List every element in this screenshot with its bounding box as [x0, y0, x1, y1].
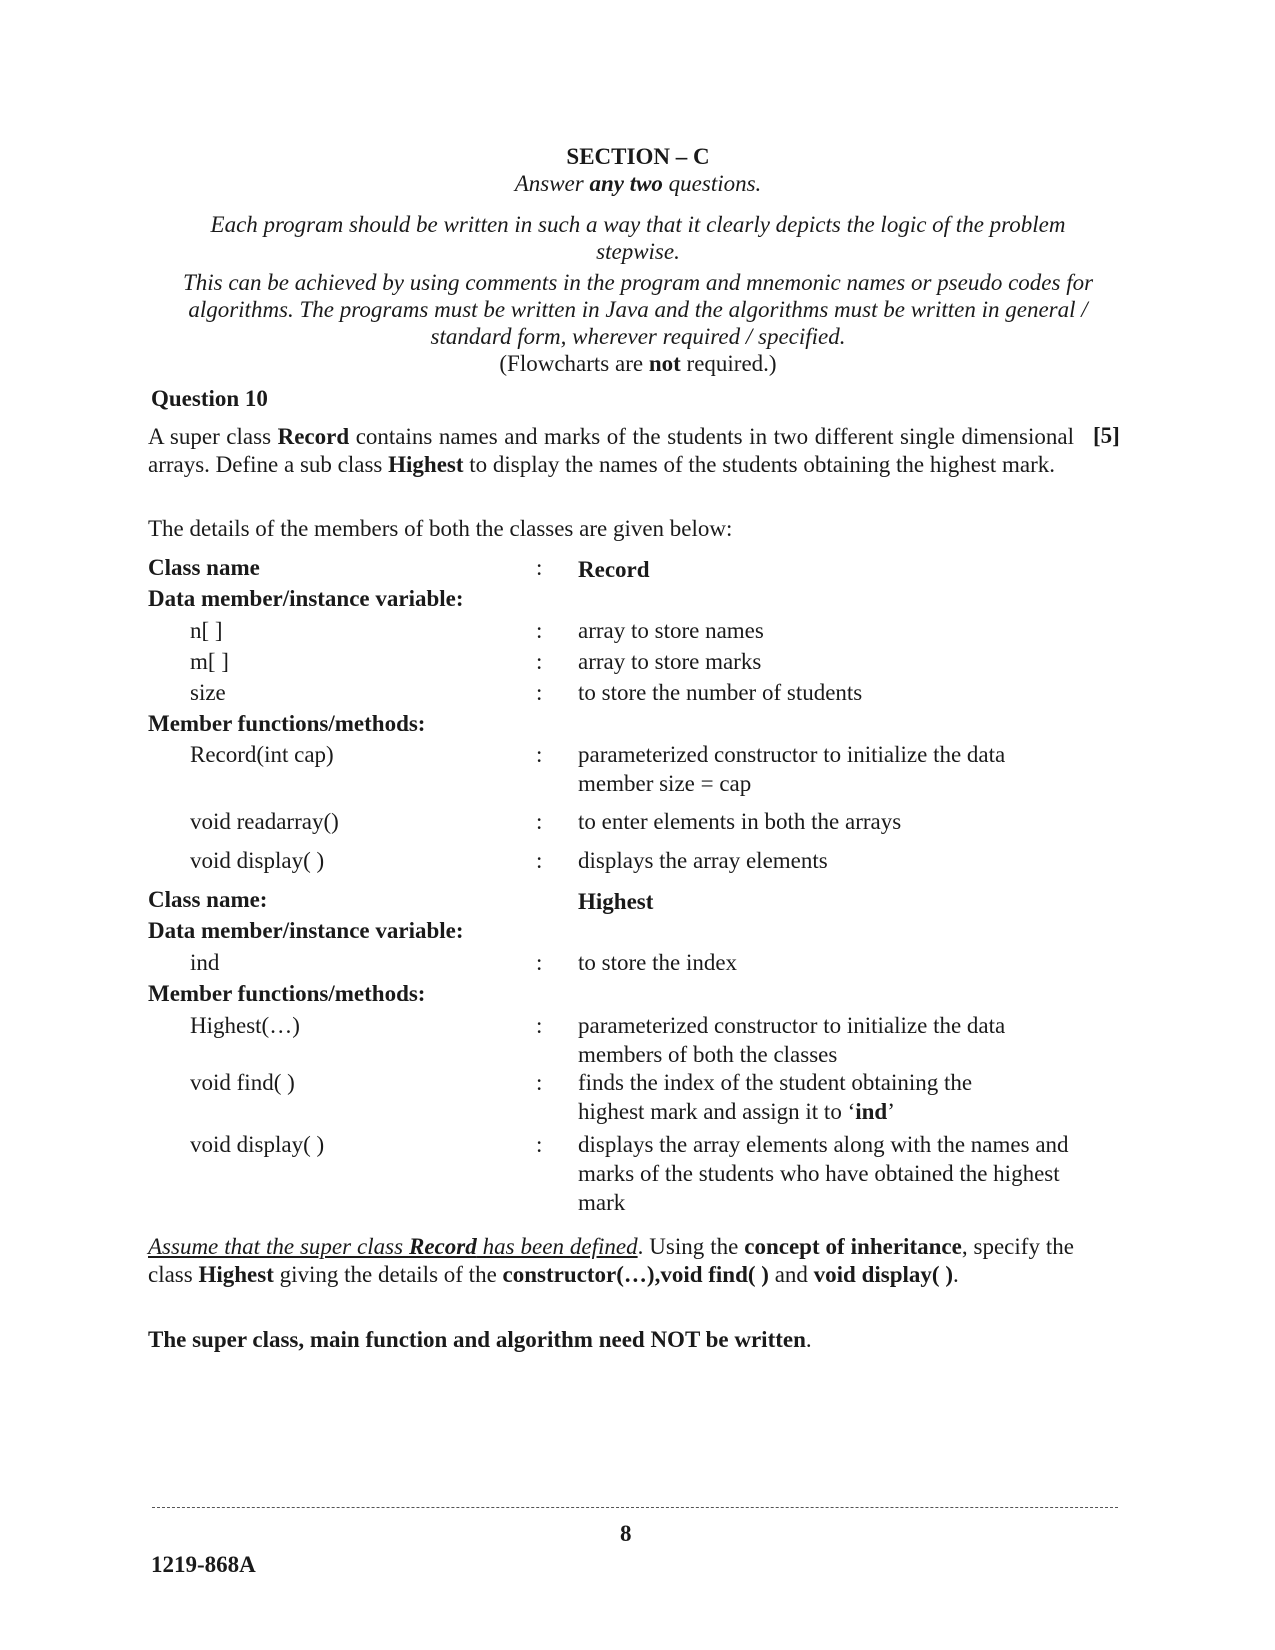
data-member-heading: Data member/instance variable: — [148, 918, 464, 943]
colon: : — [536, 555, 543, 580]
footer-divider — [152, 1507, 1118, 1508]
class-name-label: Class name — [148, 555, 260, 580]
program-instruction: Each program should be written in such a way that it clearly depicts the logic of the problem stepwise. — [210, 212, 1066, 264]
flowchart-note: (Flowcharts are not required.) — [499, 351, 777, 376]
details-line: The details of the members of both the classes are given below: — [148, 516, 733, 541]
paper-code: 1219-868A — [151, 1552, 256, 1577]
section-title: SECTION – C — [566, 144, 710, 169]
data-member-heading: Data member/instance variable: — [148, 586, 464, 611]
colon: : — [536, 1132, 543, 1157]
member-name: size — [190, 680, 226, 705]
member-functions-heading: Member functions/methods: — [148, 711, 426, 736]
method-name: Highest(…) — [190, 1013, 300, 1038]
method-name: void display( ) — [190, 1132, 325, 1157]
colon: : — [536, 742, 543, 767]
member-name: ind — [190, 950, 220, 975]
comments-instruction: This can be achieved by using comments in the program and mnemonic names or pseudo codes for algorithms. The programs must be written in Java and the algorithms must be written in general / standard form, wherever required / specified. — [182, 270, 1094, 349]
colon: : — [536, 1070, 543, 1095]
page-number: 8 — [620, 1521, 632, 1546]
member-functions-heading: Member functions/methods: — [148, 981, 426, 1006]
member-desc: to store the number of students — [578, 680, 863, 705]
method-desc: parameterized constructor to initialize the data member size = cap — [578, 742, 1006, 796]
colon: : — [536, 618, 543, 643]
final-note: The super class, main function and algorithm need NOT be written. — [148, 1327, 812, 1352]
method-desc: finds the index of the student obtaining the highest mark and assign it to ‘ind’ — [578, 1070, 973, 1124]
method-name: void display( ) — [190, 848, 325, 873]
method-desc: displays the array elements — [578, 848, 828, 873]
question-intro: A super class Record contains names and marks of the students in two different single dimensional arrays. Define a sub class Highest to display the names of the students obtaining the highest mark. — [148, 424, 1074, 477]
method-desc: to enter elements in both the arrays — [578, 809, 902, 834]
member-name: m[ ] — [190, 649, 229, 674]
method-desc: parameterized constructor to initialize the data members of both the classes — [578, 1013, 1006, 1067]
marks-badge: [5] — [1093, 423, 1120, 448]
colon: : — [536, 809, 543, 834]
member-desc: to store the index — [578, 950, 738, 975]
inheritance-instruction: Assume that the super class Record has been defined. Using the concept of inheritance, specify the class Highest giving the details of the constructor(…),void find( ) and void display( ). — [148, 1234, 1074, 1287]
colon: : — [536, 950, 543, 975]
member-desc: array to store marks — [578, 649, 762, 674]
method-name: Record(int cap) — [190, 742, 334, 767]
method-name: void readarray() — [190, 809, 339, 834]
class-name-label: Class name: — [148, 887, 268, 912]
colon: : — [536, 649, 543, 674]
colon: : — [536, 1013, 543, 1038]
member-desc: array to store names — [578, 618, 764, 643]
method-desc: displays the array elements along with the names and marks of the students who have obtained the highest mark — [578, 1132, 1069, 1215]
member-name: n[ ] — [190, 618, 223, 643]
colon: : — [536, 680, 543, 705]
class-name-value: Record — [578, 557, 650, 582]
class-name-value: Highest — [578, 889, 654, 914]
answer-instruction: Answer any two questions. — [514, 171, 762, 196]
question-title: Question 10 — [151, 386, 268, 411]
method-name: void find( ) — [190, 1070, 295, 1095]
colon: : — [536, 848, 543, 873]
